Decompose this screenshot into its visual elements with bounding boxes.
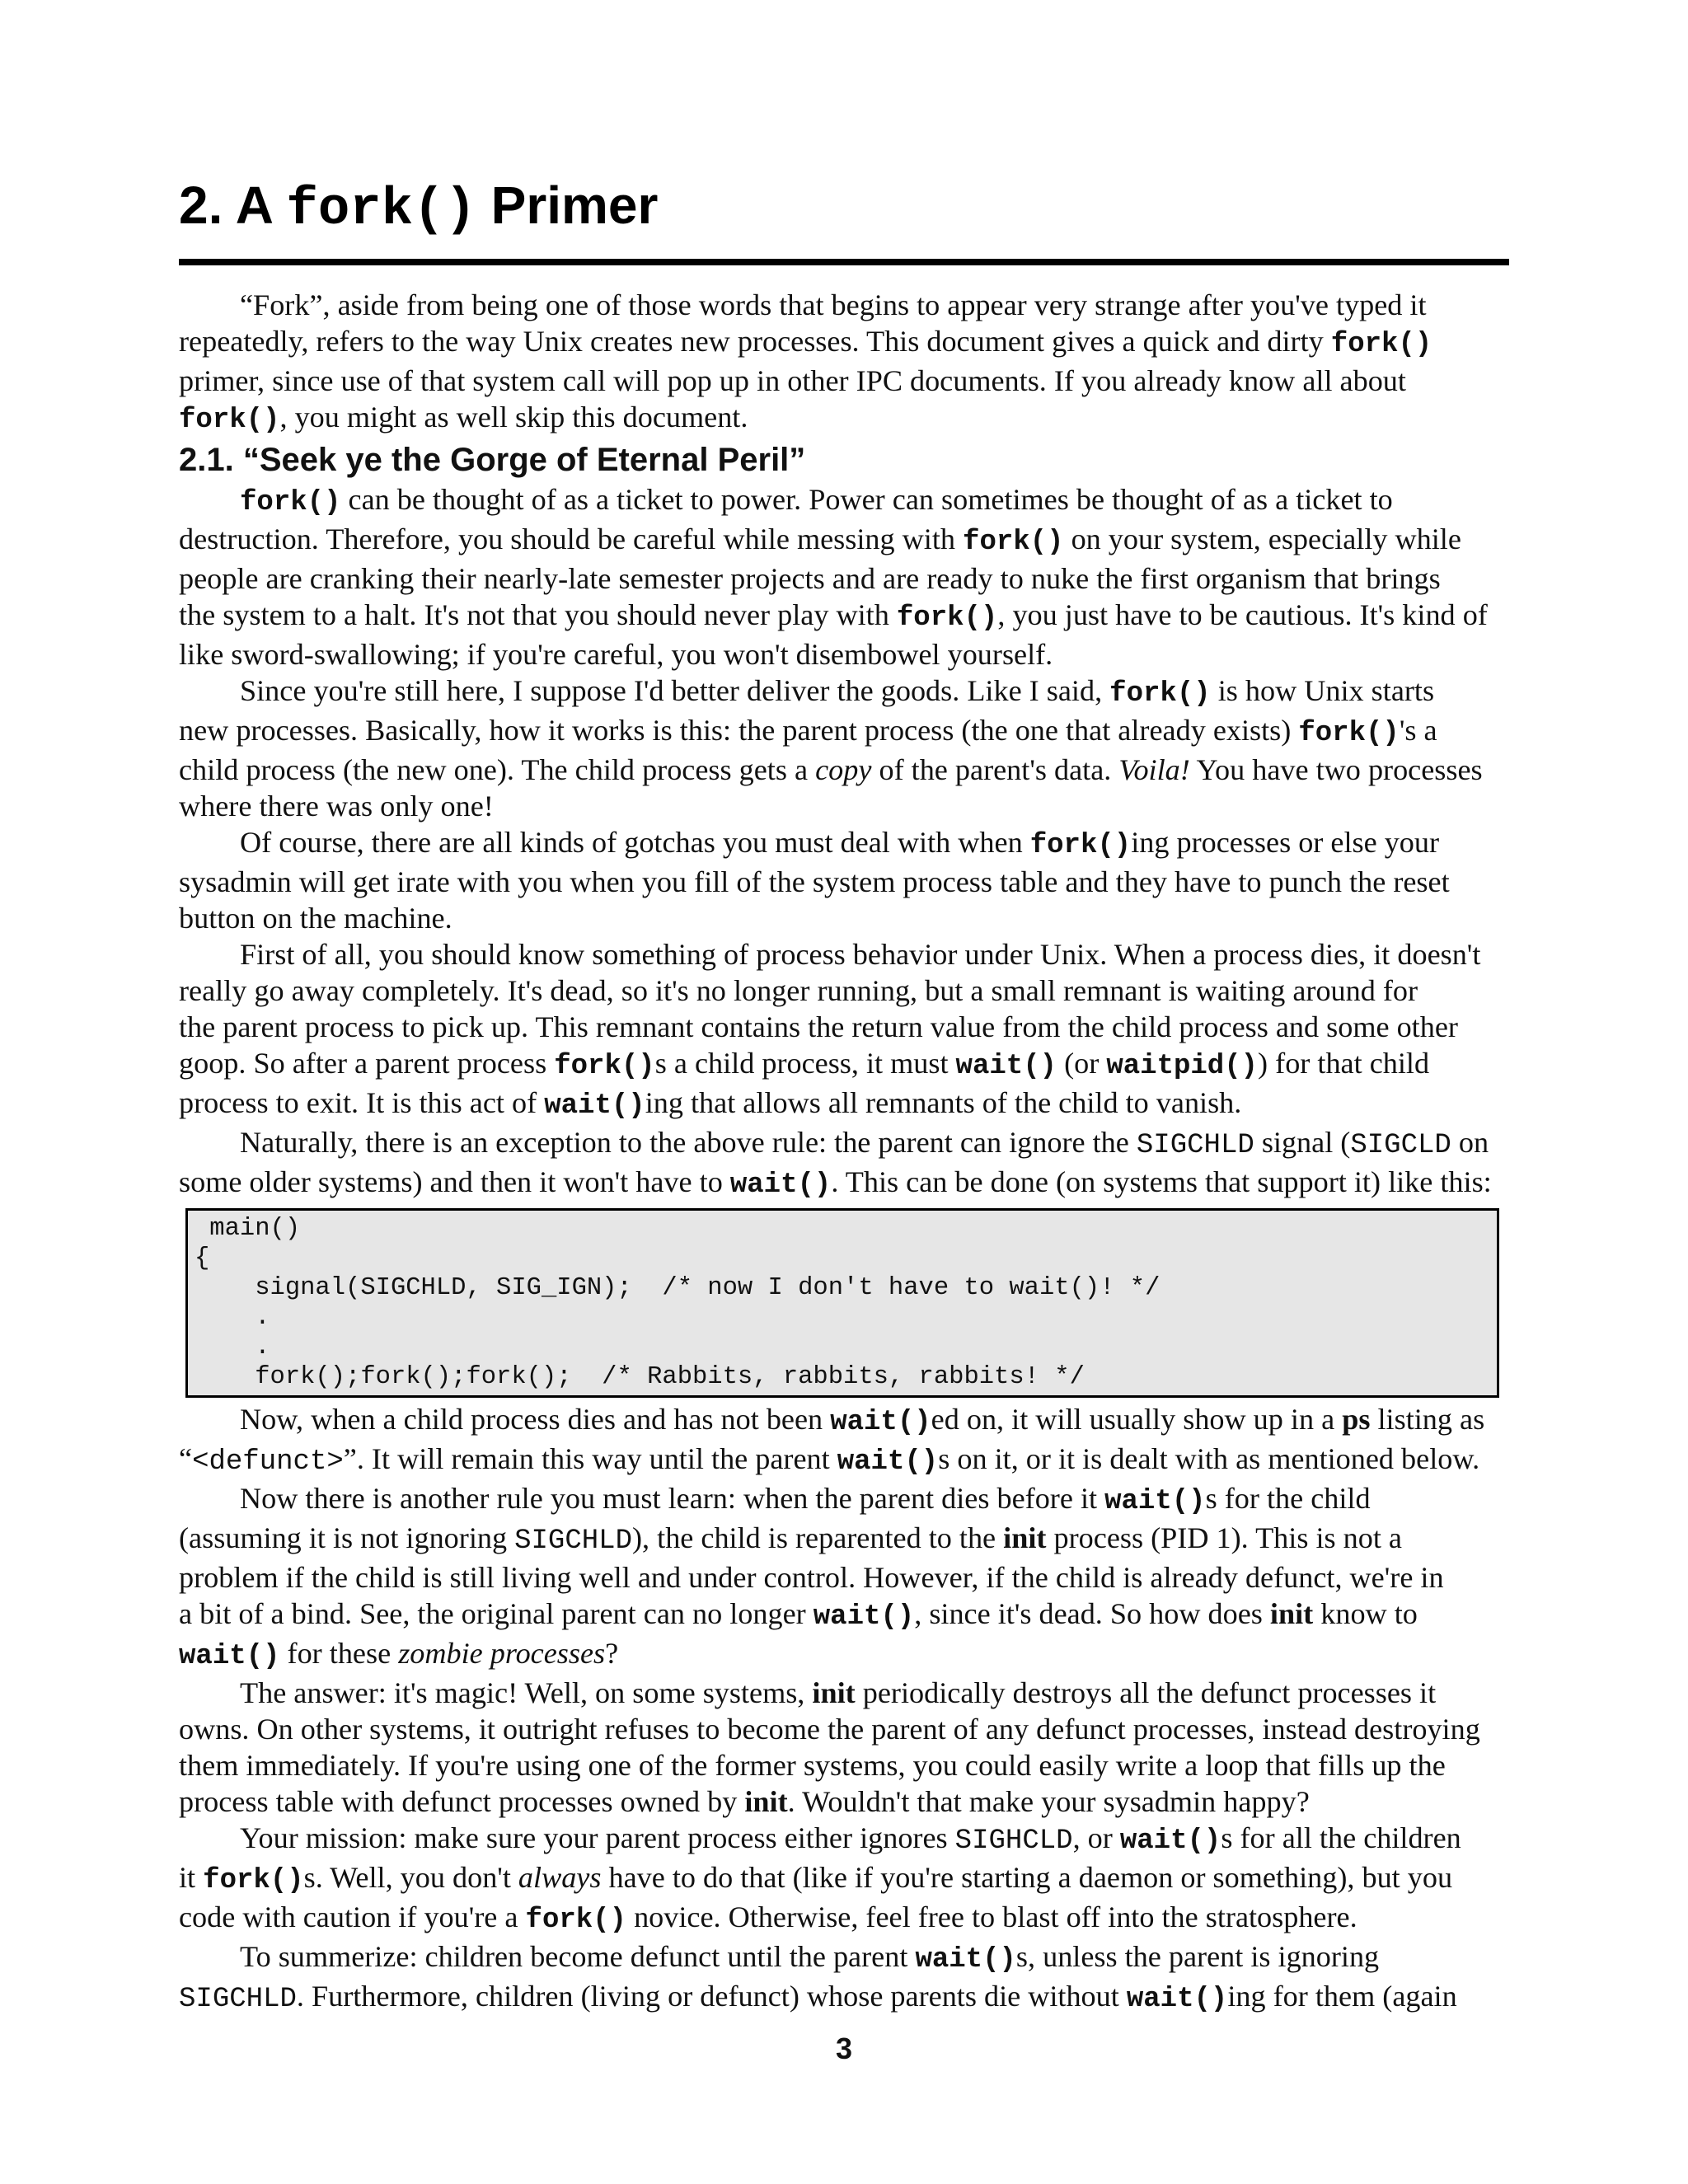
inline-code: fork() xyxy=(1298,718,1400,749)
text-run: people are cranking their nearly-late semester projects and are ready to nuke the first organism that brings xyxy=(179,562,1441,595)
text-line xyxy=(179,1441,1516,1480)
text-run: . This can be done (on systems that support it) like this: xyxy=(831,1165,1492,1198)
body-paragraph xyxy=(179,824,1516,936)
text-run: , since it's dead. So how does xyxy=(914,1597,1270,1630)
inline-code: SIGHCLD xyxy=(954,1825,1073,1857)
text-run: To summerize: children become defunct until the parent xyxy=(240,1940,916,1973)
text-run: code with caution if you're a xyxy=(179,1900,526,1933)
text-line xyxy=(179,788,1516,824)
text-line xyxy=(179,1859,1516,1899)
text-run: “ xyxy=(179,1442,193,1475)
text-run: really go away completely. It's dead, so it's no longer running, but a small remnant is waiting around for xyxy=(179,974,1418,1007)
inline-code: wait() xyxy=(837,1446,939,1478)
inline-code: wait() xyxy=(179,1641,280,1672)
text-line xyxy=(179,1783,1516,1820)
inline-code: wait() xyxy=(729,1169,832,1201)
text-run: some older systems) and then it won't have to xyxy=(179,1165,730,1198)
text-run: destruction. Therefore, you should be careful while messing with xyxy=(179,523,964,555)
text-run: ing for them (again xyxy=(1227,1980,1457,2013)
text-run: s a child process, it must xyxy=(654,1047,956,1080)
text-run: “Fork”, aside from being one of those words that begins to appear very strange after you've typed it xyxy=(240,288,1427,321)
inline-code: fork() xyxy=(179,405,280,436)
text-run: Naturally, there is an exception to the above rule: the parent can ignore the xyxy=(240,1126,1137,1159)
text-run: copy xyxy=(815,753,872,786)
inline-code: wait() xyxy=(544,1090,645,1122)
inline-code: fork() xyxy=(525,1905,627,1936)
intro-paragraph xyxy=(179,287,1516,438)
page-number: 3 xyxy=(835,2032,853,2065)
code-line: main() xyxy=(195,1215,301,1243)
inline-code: fork() xyxy=(1330,329,1432,360)
section-paragraphs-b xyxy=(179,1401,1516,2018)
inline-code: wait() xyxy=(955,1051,1057,1082)
text-run: the parent process to pick up. This remnant contains the return value from the child process and some other xyxy=(179,1010,1458,1043)
body-paragraph xyxy=(179,1675,1516,1820)
text-run: new processes. Basically, how it works is this: the parent process (the one that already exists) xyxy=(179,714,1299,747)
text-line xyxy=(179,1938,1516,1978)
text-line xyxy=(179,287,1516,323)
text-line xyxy=(179,363,1516,399)
text-run: The answer: it's magic! Well, on some systems, xyxy=(240,1676,813,1709)
text-line xyxy=(179,481,1516,521)
text-run: owns. On other systems, it outright refuses to become the parent of any defunct processes, instead destroying xyxy=(179,1713,1480,1746)
text-run: . Wouldn't that make your sysadmin happy? xyxy=(787,1785,1310,1818)
text-run: ing processes or else your xyxy=(1131,826,1440,859)
text-line xyxy=(179,323,1516,363)
text-run: (or xyxy=(1057,1047,1107,1080)
inline-code: SIGCLD xyxy=(1350,1130,1451,1161)
inline-code: SIGCHLD xyxy=(179,1984,297,2015)
text-line xyxy=(179,1045,1516,1085)
inline-code: SIGCHLD xyxy=(1136,1130,1254,1161)
inline-code: wait() xyxy=(1119,1825,1221,1857)
code-line: signal(SIGCHLD, SIG_IGN); /* now I don't have to wait()! */ xyxy=(195,1274,1160,1302)
text-run: always xyxy=(518,1861,602,1894)
inline-code: wait() xyxy=(830,1407,931,1438)
text-run: Your mission: make sure your parent process either ignores xyxy=(240,1821,955,1854)
text-run: zombie processes xyxy=(398,1637,606,1670)
section-heading: 2.1. “Seek ye the Gorge of Eternal Peril” xyxy=(179,442,806,478)
text-run: is how Unix starts xyxy=(1210,674,1435,707)
inline-code: wait() xyxy=(915,1944,1016,1975)
text-run: , or xyxy=(1072,1821,1120,1854)
text-run: have to do that (like if you're starting a daemon or something), but you xyxy=(601,1861,1453,1894)
text-run: init xyxy=(812,1676,856,1709)
text-line xyxy=(179,972,1516,1009)
text-line xyxy=(179,1675,1516,1711)
text-line xyxy=(179,1747,1516,1783)
inline-code: wait() xyxy=(1126,1984,1228,2015)
text-line xyxy=(179,1124,1516,1164)
text-run: goop. So after a parent process xyxy=(179,1047,555,1080)
inline-code: <defunct> xyxy=(192,1446,344,1478)
text-run: , you just have to be cautious. It's kind of xyxy=(997,598,1488,631)
text-run: problem if the child is still living well and under control. However, if the child is already defunct, we're in xyxy=(179,1561,1444,1594)
text-run: Now, when a child process dies and has not been xyxy=(240,1403,831,1436)
text-line xyxy=(179,824,1516,864)
code-line: fork();fork();fork(); /* Rabbits, rabbits, rabbits! */ xyxy=(195,1363,1085,1391)
chapter-heading-code: fork() xyxy=(286,180,476,240)
text-line xyxy=(179,712,1516,752)
text-run: ? xyxy=(605,1637,619,1670)
text-run: Since you're still here, I suppose I'd better deliver the goods. Like I said, xyxy=(240,674,1110,707)
text-line xyxy=(179,1711,1516,1747)
body-paragraph xyxy=(179,1820,1516,1938)
text-run: 's a xyxy=(1399,714,1437,747)
text-run: primer, since use of that system call will pop up in other IPC documents. If you already know all about xyxy=(179,364,1406,397)
text-run: Voila! xyxy=(1118,753,1190,786)
text-run: for these xyxy=(279,1637,399,1670)
text-run: init xyxy=(1003,1521,1047,1554)
text-run: Of course, there are all kinds of gotchas you must deal with when xyxy=(240,826,1030,859)
text-run: novice. Otherwise, feel free to blast off into the stratosphere. xyxy=(626,1900,1357,1933)
body-paragraph xyxy=(179,1124,1516,1203)
text-run: s. Well, you don't xyxy=(303,1861,518,1894)
body-paragraph xyxy=(179,673,1516,824)
inline-code: fork() xyxy=(896,602,998,634)
text-line xyxy=(179,521,1516,560)
text-run: of the parent's data. xyxy=(871,753,1119,786)
code-line: . xyxy=(195,1304,270,1332)
text-run: ), the child is reparented to the xyxy=(632,1521,1004,1554)
section-paragraphs-a xyxy=(179,481,1516,1203)
code-line: { xyxy=(195,1244,210,1272)
text-run: init xyxy=(744,1785,788,1818)
inline-code: fork() xyxy=(554,1051,655,1082)
text-run: process to exit. It is this act of xyxy=(179,1086,545,1119)
text-run: s, unless the parent is ignoring xyxy=(1015,1940,1380,1973)
text-run: init xyxy=(1269,1597,1314,1630)
text-run: signal ( xyxy=(1254,1126,1351,1159)
text-run: where there was only one! xyxy=(179,790,494,823)
text-run: ing that allows all remnants of the child to vanish. xyxy=(645,1086,1242,1119)
text-run: Now there is another rule you must learn: when the parent dies before it xyxy=(240,1482,1105,1515)
text-line xyxy=(179,864,1516,900)
chapter-heading-suffix: Primer xyxy=(476,176,659,235)
text-run: sysadmin will get irate with you when you fill of the system process table and they have to punch the reset xyxy=(179,865,1450,898)
text-run: on xyxy=(1451,1126,1489,1159)
inline-code: waitpid() xyxy=(1106,1051,1259,1082)
text-line xyxy=(179,1164,1516,1203)
inline-code: wait() xyxy=(813,1601,915,1633)
text-run: process table with defunct processes owned by xyxy=(179,1785,745,1818)
text-run: on your system, especially while xyxy=(1063,523,1461,555)
inline-code: fork() xyxy=(240,487,341,518)
text-line xyxy=(179,1559,1516,1596)
text-line xyxy=(179,1480,1516,1520)
code-block xyxy=(185,1208,1499,1398)
text-line xyxy=(179,1978,1516,2018)
body-paragraph xyxy=(179,481,1516,673)
inline-code: SIGCHLD xyxy=(514,1526,632,1557)
text-run: (assuming it is not ignoring xyxy=(179,1521,515,1554)
text-line xyxy=(179,597,1516,636)
inline-code: fork() xyxy=(963,527,1064,558)
text-line xyxy=(179,1401,1516,1441)
text-run: periodically destroys all the defunct processes it xyxy=(855,1676,1437,1709)
text-run: s on it, or it is dealt with as mentioned below. xyxy=(938,1442,1480,1475)
text-line xyxy=(179,673,1516,712)
text-line xyxy=(179,900,1516,936)
text-run: ) for that child xyxy=(1258,1047,1430,1080)
chapter-heading xyxy=(179,168,1509,247)
text-run: button on the machine. xyxy=(179,902,452,935)
text-line xyxy=(179,1899,1516,1938)
text-run: repeatedly, refers to the way Unix creates new processes. This document gives a quick and dirty xyxy=(179,325,1331,358)
body-paragraph xyxy=(179,1401,1516,1480)
text-run: s for the child xyxy=(1205,1482,1371,1515)
body-paragraph xyxy=(179,936,1516,1124)
text-run: the system to a halt. It's not that you should never play with xyxy=(179,598,897,631)
code-line: . xyxy=(195,1333,270,1361)
text-run: child process (the new one). The child process gets a xyxy=(179,753,816,786)
text-run: like sword-swallowing; if you're careful, you won't disembowel yourself. xyxy=(179,638,1053,671)
text-line xyxy=(179,1520,1516,1559)
body-paragraph xyxy=(179,1938,1516,2018)
inline-code: fork() xyxy=(1029,830,1132,861)
text-run: can be thought of as a ticket to power. Power can sometimes be thought of as a ticket to xyxy=(340,483,1393,516)
body-text xyxy=(179,287,1516,2018)
text-run: ps xyxy=(1342,1403,1371,1436)
chapter-heading-prefix: 2. A xyxy=(179,176,287,235)
text-line xyxy=(179,1820,1516,1859)
text-run: First of all, you should know something of process behavior under Unix. When a process dies, it doesn't xyxy=(240,938,1481,971)
text-run: ”. It will remain this way until the parent xyxy=(343,1442,837,1475)
text-run: s for all the children xyxy=(1221,1821,1461,1854)
text-line xyxy=(179,399,1516,438)
text-run: process (PID 1). This is not a xyxy=(1046,1521,1402,1554)
body-paragraph xyxy=(179,1480,1516,1675)
text-run: them immediately. If you're using one of the former systems, you could easily write a loop that fills up the xyxy=(179,1749,1446,1782)
text-line xyxy=(179,752,1516,788)
inline-code: fork() xyxy=(1109,678,1211,710)
text-line xyxy=(179,936,1516,972)
text-run: listing as xyxy=(1370,1403,1485,1436)
inline-code: wait() xyxy=(1104,1486,1206,1517)
inline-code: fork() xyxy=(203,1865,304,1896)
text-run: it xyxy=(179,1861,204,1894)
text-run: . Furthermore, children (living or defunct) whose parents die without xyxy=(296,1980,1127,2013)
text-line xyxy=(179,636,1516,673)
text-line xyxy=(179,560,1516,597)
heading-rule xyxy=(179,259,1509,265)
text-line xyxy=(179,1009,1516,1045)
text-run: You have two processes xyxy=(1189,753,1483,786)
text-line xyxy=(179,1596,1516,1635)
text-line xyxy=(179,1085,1516,1124)
text-run: know to xyxy=(1313,1597,1418,1630)
text-run: , you might as well skip this document. xyxy=(279,401,748,434)
text-run: a bit of a bind. See, the original parent can no longer xyxy=(179,1597,814,1630)
text-line xyxy=(179,1635,1516,1675)
text-run: ed on, it will usually show up in a xyxy=(931,1403,1343,1436)
